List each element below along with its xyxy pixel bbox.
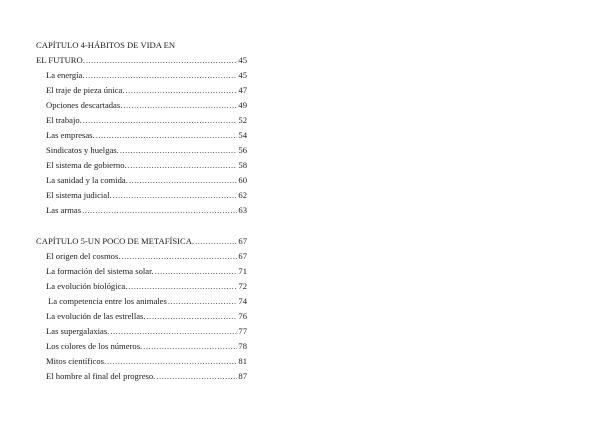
toc-entry <box>36 83 247 98</box>
page-number: 58 <box>238 160 247 170</box>
page-number: 56 <box>238 145 247 155</box>
toc-entry <box>36 249 247 264</box>
entry-label: El traje de pieza única. <box>46 85 125 95</box>
toc-entry <box>36 279 247 294</box>
toc-entry <box>36 264 247 279</box>
toc-entry <box>36 98 247 113</box>
page-number: 87 <box>238 371 247 381</box>
entry-label: Mitos científicos. <box>46 356 107 366</box>
page-number: 74 <box>238 296 247 306</box>
entry-label: El sistema de gobierno. <box>46 160 127 170</box>
toc-entry <box>36 324 247 339</box>
entry-label: La sanidad y la comida. <box>46 175 128 185</box>
page-number: 60 <box>238 175 247 185</box>
page-number: 45 <box>238 70 247 80</box>
entry-label: La evolución de las estrellas. <box>46 311 146 321</box>
toc-entry <box>36 128 247 143</box>
toc-entry <box>36 143 247 158</box>
entry-label: Las armas <box>46 205 82 215</box>
section-spacer <box>36 218 247 234</box>
entry-label: El origen del cosmos. <box>46 251 121 261</box>
dot-leader <box>195 234 237 249</box>
entry-label: La formación del sistema solar. <box>46 266 154 276</box>
page-number: 62 <box>238 190 247 200</box>
page-number: 76 <box>238 311 247 321</box>
toc-entry <box>36 188 247 203</box>
toc-entry <box>36 68 247 83</box>
toc-entry <box>36 158 247 173</box>
page-number: 72 <box>238 281 247 291</box>
entry-label: Las empresas. <box>46 130 95 140</box>
page-number: 45 <box>238 55 247 65</box>
toc-entry <box>36 173 247 188</box>
dot-leader <box>168 294 238 309</box>
chapter-5-heading <box>36 234 247 249</box>
table-of-contents <box>36 38 247 384</box>
toc-entry <box>36 203 247 218</box>
chapter-5-title: CAPÍTULO 5-UN POCO DE METAFÍSICA. <box>36 236 195 246</box>
entry-label: Las supergalaxias. <box>46 326 110 336</box>
entry-label: El hombre al final del progreso. <box>46 371 156 381</box>
entry-label: El trabajo. <box>46 115 82 125</box>
dot-leader <box>155 264 238 279</box>
dot-leader <box>86 53 238 68</box>
chapter-4-title: CAPÍTULO 4-HÁBITOS DE VIDA EN <box>36 40 176 50</box>
chapter-4-heading <box>36 53 247 68</box>
dot-leader <box>86 68 238 83</box>
page-number: 49 <box>238 100 247 110</box>
dot-leader <box>110 324 237 339</box>
page-number: 67 <box>238 236 247 246</box>
toc-entry <box>36 309 247 324</box>
dot-leader <box>107 354 237 369</box>
dot-leader <box>156 369 237 384</box>
page-number: 81 <box>238 356 247 366</box>
dot-leader <box>128 158 238 173</box>
dot-leader <box>128 279 237 294</box>
page-number: 47 <box>238 85 247 95</box>
dot-leader <box>147 309 238 324</box>
page-number: 63 <box>238 205 247 215</box>
dot-leader <box>129 173 238 188</box>
page-number: 77 <box>238 326 247 336</box>
page-number: 67 <box>238 251 247 261</box>
entry-label: Opciones descartadas. <box>46 100 123 110</box>
dot-leader <box>113 188 238 203</box>
entry-label: El sistema judicial. <box>46 190 112 200</box>
page-number: 71 <box>238 266 247 276</box>
page-number: 52 <box>238 115 247 125</box>
dot-leader <box>83 113 238 128</box>
dot-leader <box>121 249 237 264</box>
chapter-4-title-cont: EL FUTURO. <box>36 55 85 65</box>
page-number: 54 <box>238 130 247 140</box>
entry-label: La competencia entre los animales <box>48 296 167 306</box>
toc-entry <box>36 369 247 384</box>
toc-entry <box>36 354 247 369</box>
dot-leader <box>143 339 237 354</box>
entry-label: Sindicatos y huelgas. <box>46 145 119 155</box>
toc-entry <box>36 113 247 128</box>
toc-entry <box>36 294 247 309</box>
toc-entry <box>36 339 247 354</box>
page-number: 78 <box>238 341 247 351</box>
dot-leader <box>82 203 237 218</box>
dot-leader <box>123 98 237 113</box>
dot-leader <box>120 143 238 158</box>
dot-leader <box>126 83 238 98</box>
entry-label: La energía. <box>46 70 85 80</box>
chapter-4-title-line1 <box>36 38 247 53</box>
dot-leader <box>96 128 238 143</box>
entry-label: La evolución biológica. <box>46 281 128 291</box>
entry-label: Los colores de los números. <box>46 341 143 351</box>
